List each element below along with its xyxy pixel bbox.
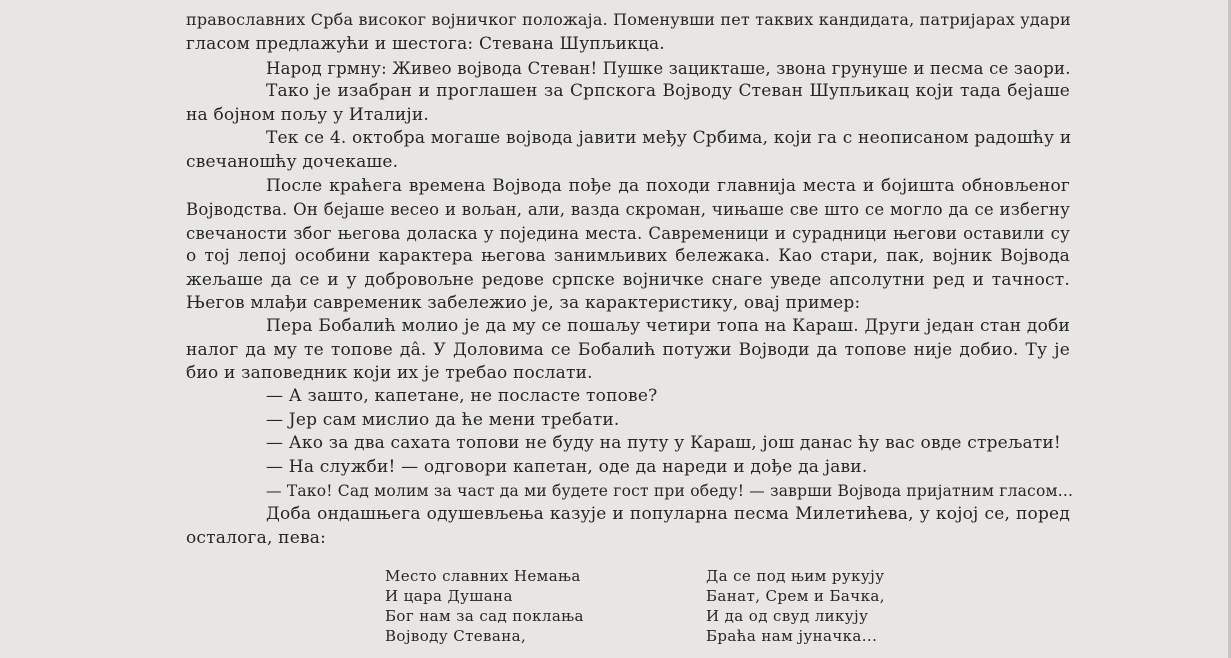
text-line: свечаношћу дочекаше. [186,152,399,172]
text-line: осталога, пева: [186,528,327,548]
text-line: Народ грмну: Живео војвода Стеван! Пушке зацикташе, звона грунуше и песма се заори. [266,59,1071,78]
dialogue-line: — Тако! Сад молим за част да ми будете гост при обеду! — заврши Војвода пријатним гласом... [266,482,1074,500]
poem-line: Место славних Немања [385,567,581,585]
poem-line: Да се под њим рукују [706,567,885,585]
text-line: жељаше да се и у добровољне редове српске војничке снаге уведе апсолутни ред и тачност. [186,270,1070,290]
dialogue-line: — А зашто, капетане, не посласте топове? [266,386,658,406]
poem-line: Браћа нам јуначка... [706,627,878,645]
text-line: Пера Бобалић молио је да му се пошаљу четири топа на Караш. Други један стан доби [266,316,1070,336]
text-line: био и заповедник који их је требао послати. [186,363,593,383]
text-line: Тек се 4. октобра могаше војвода јавити међу Србима, који га с неописаном радошћу и [266,128,1072,148]
dialogue-line: — Јер сам мислио да ће мени требати. [266,410,620,430]
dialogue-line: — На служби! — одговори капетан, оде да нареди и дође да јави. [266,457,868,477]
poem-line: И да од свуд ликују [706,607,869,625]
text-line: Доба ондашњега одушевљења казује и популарна песма Милетићева, у којој се, поред [266,504,1070,524]
poem-line: И цара Душана [385,587,513,605]
text-line: гласом предлажући и шестога: Стевана Шупљикца. [186,34,665,54]
poem-line: Банат, Срем и Бачка, [706,587,885,605]
poem-line: Бог нам за сад поклања [385,607,584,625]
text-line: Његов млађи савременик забележио је, за карактеристику, овај пример: [186,293,861,313]
poem-line: Војводу Стевана, [385,627,527,645]
text-line: православних Срба високог војничког положаја. Поменувши пет таквих кандидата, патријарах удари [186,10,1071,29]
text-line: свечаности због његова доласка у поједина места. Савременици и сурадници његови оставили су [186,224,1070,243]
dialogue-line: — Ако за два сахата топови не буду на путу у Караш, још данас ћу вас овде стрељати! [266,433,1061,453]
text-line: о тој лепој особини карактера његова занимљивих бележака. Као стари, пак, војник Војвода [186,246,1070,266]
text-line: Војводства. Он бејаше весео и вољан, али, вазда скроман, чињаше све што се могло да се избегну [186,200,1070,219]
text-line: Тако је изабран и проглашен за Српскога Војводу Стеван Шупљикац који тада бејаше [266,81,1070,101]
text-line: на бојном пољу у Италији. [186,105,430,125]
text-line: После краћега времена Војвода пође да походи главнија места и бојишта обновљеног [266,176,1070,196]
text-line: налог да му те топове да̂. У Доловима се Бобалић потужи Војводи да топове није добио. Ту је [186,340,1070,360]
